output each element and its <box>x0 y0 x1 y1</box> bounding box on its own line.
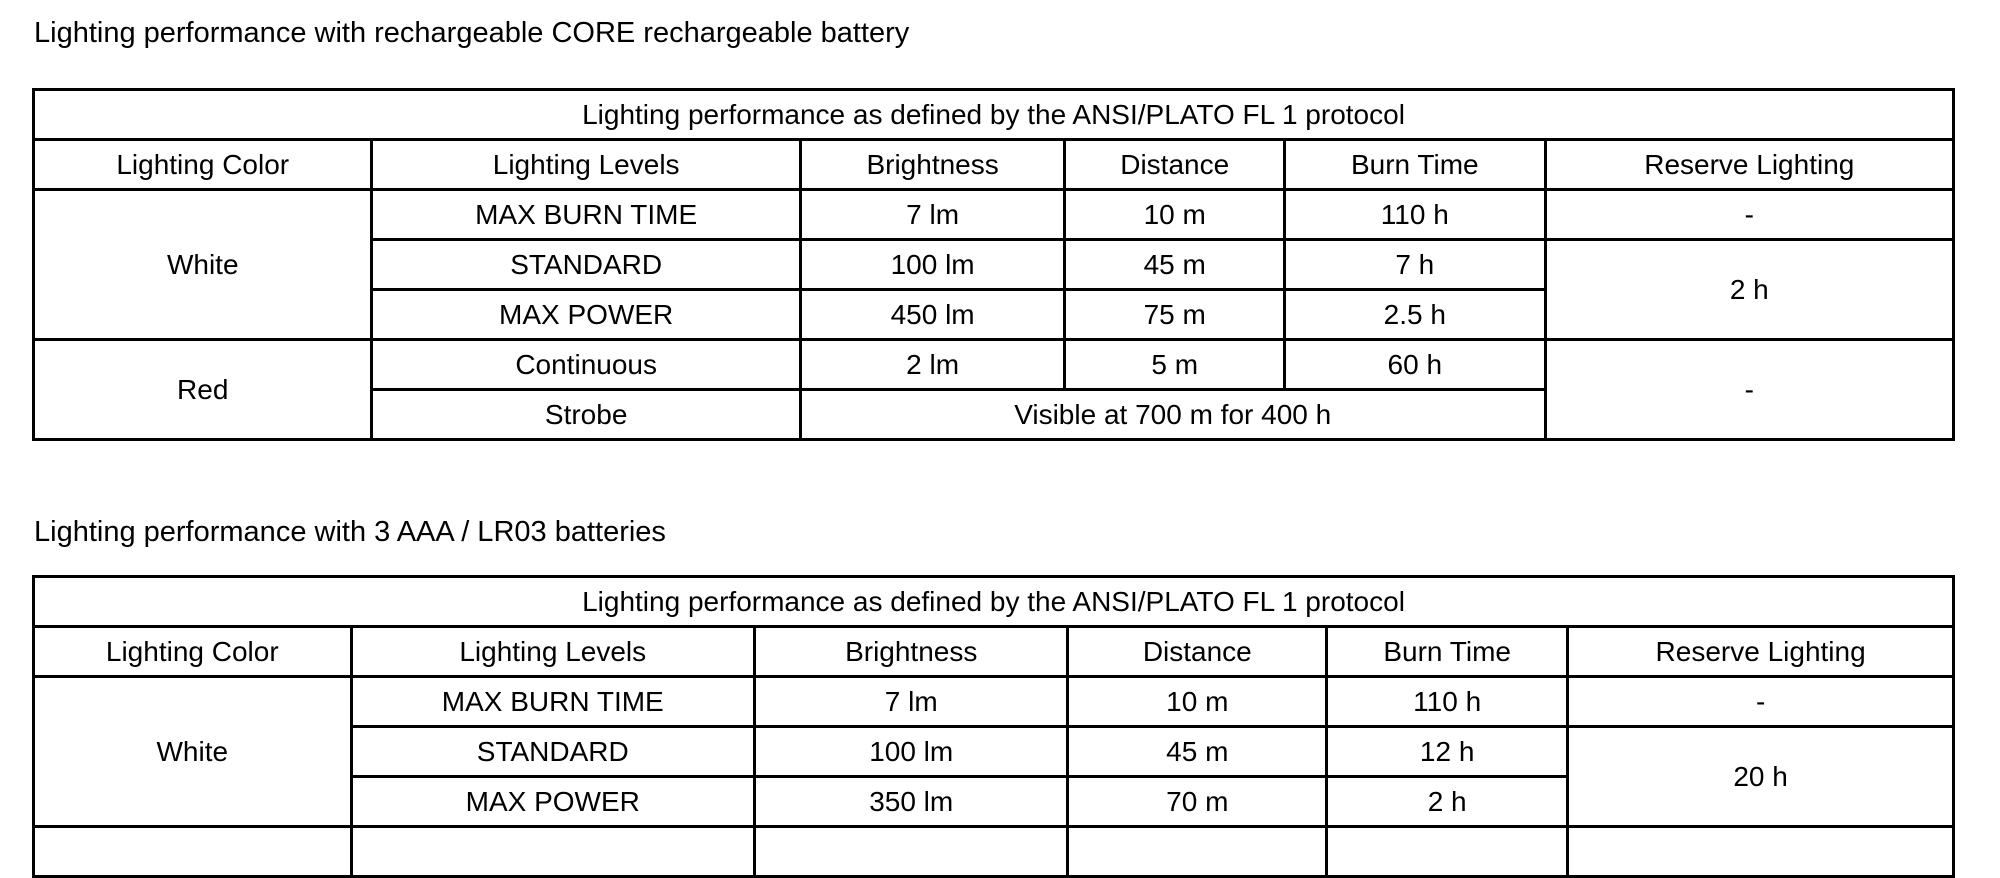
cell-distance: 5 m <box>1065 340 1285 390</box>
cell-distance: 45 m <box>1065 240 1285 290</box>
cell-burn-time: 2.5 h <box>1285 290 1546 340</box>
column-header-brightness: Brightness <box>800 140 1065 190</box>
cell-lighting-color-red: Red <box>34 340 372 440</box>
cell-burn-time: 110 h <box>1327 677 1568 727</box>
cell-distance: 70 m <box>1068 777 1327 827</box>
cell-level: STANDARD <box>372 240 800 290</box>
table-row-red-continuous <box>34 340 1954 390</box>
cell-empty <box>1568 827 1954 877</box>
table-aaa-battery-performance <box>32 575 1955 878</box>
cell-brightness: 7 lm <box>754 677 1068 727</box>
cell-distance: 10 m <box>1068 677 1327 727</box>
section-title-core-battery: Lighting performance with rechargeable CORE rechargeable battery <box>34 17 910 49</box>
cell-level: MAX BURN TIME <box>372 190 800 240</box>
cell-reserve: - <box>1545 190 1953 240</box>
column-header-lighting-color: Lighting Color <box>34 140 372 190</box>
cell-empty <box>1327 827 1568 877</box>
table-row-protocol-header <box>34 90 1954 140</box>
column-header-burn-time: Burn Time <box>1327 627 1568 677</box>
protocol-header-cell: Lighting performance as defined by the ANSI/PLATO FL 1 protocol <box>34 577 1954 627</box>
cell-reserve: - <box>1545 340 1953 440</box>
page-content <box>32 0 1955 878</box>
cell-distance: 10 m <box>1065 190 1285 240</box>
cell-brightness: 100 lm <box>754 727 1068 777</box>
column-header-lighting-levels: Lighting Levels <box>351 627 754 677</box>
column-header-lighting-color: Lighting Color <box>34 627 352 677</box>
column-header-reserve-lighting: Reserve Lighting <box>1545 140 1953 190</box>
cell-burn-time: 12 h <box>1327 727 1568 777</box>
cell-brightness: 450 lm <box>800 290 1065 340</box>
table-row-column-headers <box>34 140 1954 190</box>
cell-level: Strobe <box>372 390 800 440</box>
cell-burn-time: 2 h <box>1327 777 1568 827</box>
protocol-header-cell: Lighting performance as defined by the ANSI/PLATO FL 1 protocol <box>34 90 1954 140</box>
table-row-max-burn-time <box>34 190 1954 240</box>
cell-level: STANDARD <box>351 727 754 777</box>
cell-lighting-color-white: White <box>34 190 372 340</box>
cell-empty <box>754 827 1068 877</box>
cell-reserve: - <box>1568 677 1954 727</box>
cell-reserve: 20 h <box>1568 727 1954 827</box>
cell-burn-time: 7 h <box>1285 240 1546 290</box>
cell-distance: 45 m <box>1068 727 1327 777</box>
cell-level: Continuous <box>372 340 800 390</box>
table-row-max-burn-time <box>34 677 1954 727</box>
cell-lighting-color-white: White <box>34 677 352 827</box>
cell-empty <box>1068 827 1327 877</box>
cell-brightness: 100 lm <box>800 240 1065 290</box>
column-header-distance: Distance <box>1065 140 1285 190</box>
cell-burn-time: 60 h <box>1285 340 1546 390</box>
section-title-aaa-batteries: Lighting performance with 3 AAA / LR03 batteries <box>34 516 666 548</box>
column-header-reserve-lighting: Reserve Lighting <box>1568 627 1954 677</box>
table-row-column-headers <box>34 627 1954 677</box>
table-core-battery-performance <box>32 88 1955 441</box>
column-header-distance: Distance <box>1068 627 1327 677</box>
cell-brightness: 7 lm <box>800 190 1065 240</box>
cell-reserve: 2 h <box>1545 240 1953 340</box>
column-header-lighting-levels: Lighting Levels <box>372 140 800 190</box>
cell-level: MAX POWER <box>372 290 800 340</box>
column-header-burn-time: Burn Time <box>1285 140 1546 190</box>
column-header-brightness: Brightness <box>754 627 1068 677</box>
cell-empty <box>34 827 352 877</box>
table-row-partial-clipped <box>34 827 1954 877</box>
cell-level: MAX BURN TIME <box>351 677 754 727</box>
cell-distance: 75 m <box>1065 290 1285 340</box>
cell-brightness: 2 lm <box>800 340 1065 390</box>
cell-brightness: 350 lm <box>754 777 1068 827</box>
cell-level: MAX POWER <box>351 777 754 827</box>
cell-empty <box>351 827 754 877</box>
table-row-protocol-header <box>34 577 1954 627</box>
cell-burn-time: 110 h <box>1285 190 1546 240</box>
cell-strobe-visibility: Visible at 700 m for 400 h <box>800 390 1545 440</box>
